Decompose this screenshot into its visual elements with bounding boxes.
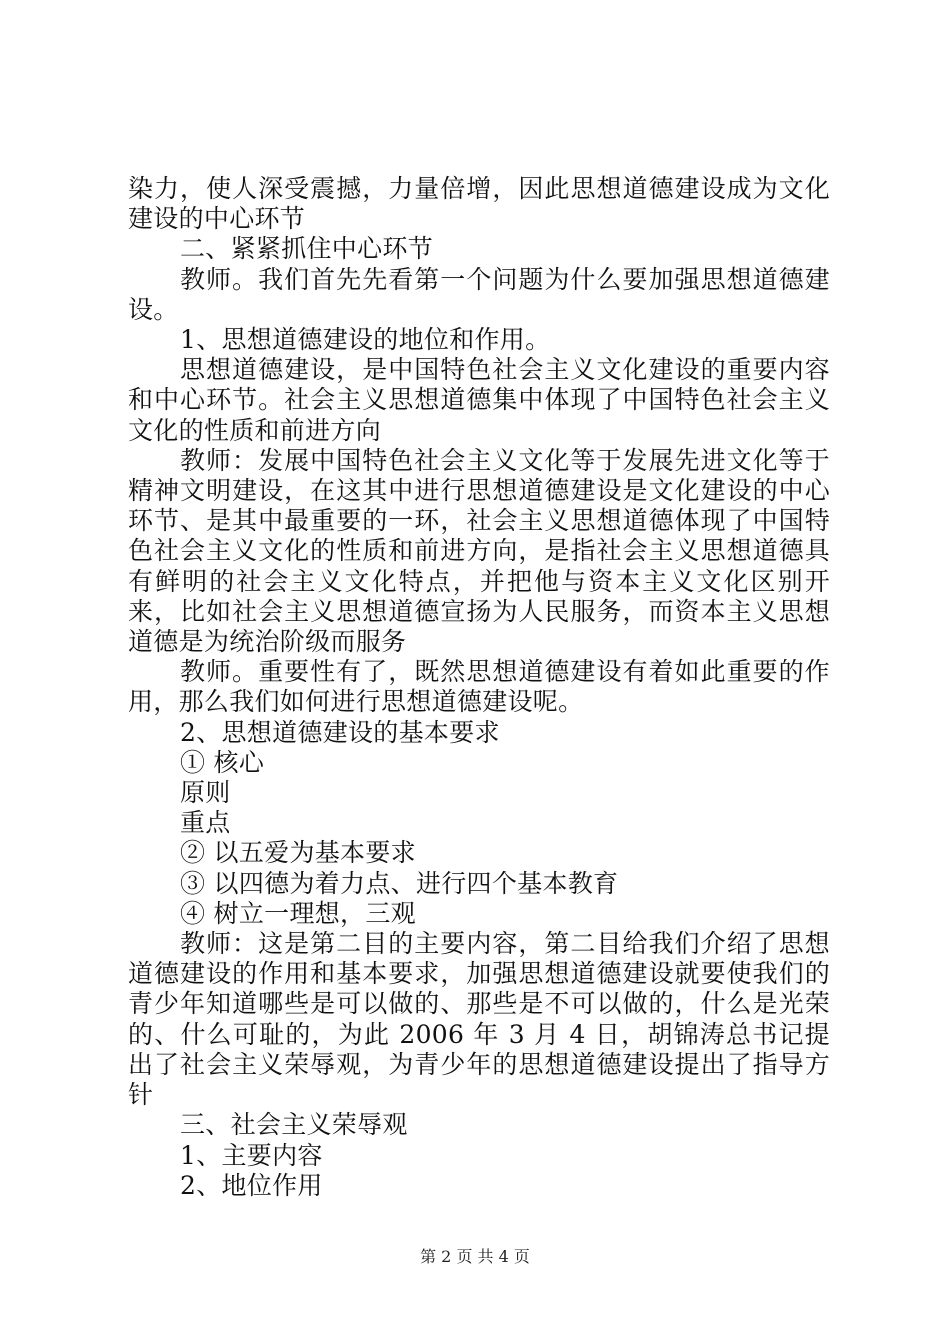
- document-body: [128, 174, 830, 1201]
- page-footer: 第 2 页 共 4 页: [420, 1247, 530, 1266]
- list-item: ④ 树立一理想，三观: [180, 898, 416, 928]
- subsection-heading: 2、地位作用: [180, 1170, 323, 1200]
- subsection-heading: 1、思想道德建设的地位和作用。: [180, 325, 551, 355]
- section-heading: 三、社会主义荣辱观: [180, 1110, 408, 1140]
- paragraph: 教师。重要性有了，既然思想道德建设有着如此重要的作用，那么我们如何进行思想道德建设呢。: [128, 657, 830, 717]
- subsection-heading: 2、思想道德建设的基本要求: [180, 717, 500, 747]
- section-heading: 二、紧紧抓住中心环节: [180, 234, 434, 264]
- paragraph: 思想道德建设，是中国特色社会主义文化建设的重要内容和中心环节。社会主义思想道德集中体现了中国特色社会主义文化的性质和前进方向: [128, 355, 830, 445]
- list-item: ③ 以四德为着力点、进行四个基本教育: [180, 868, 619, 898]
- paragraph: 染力，使人深受震撼，力量倍增，因此思想道德建设成为文化建设的中心环节: [128, 174, 830, 234]
- list-item: ① 核心: [180, 747, 265, 777]
- paragraph: 教师：发展中国特色社会主义文化等于发展先进文化等于精神文明建设，在这其中进行思想道德建设是文化建设的中心环节、是其中最重要的一环，社会主义思想道德体现了中国特色社会主义文化的性质和前进方向，是指社会主义思想道德具有鲜明的社会主义文化特点，并把他与资本主义文化区别开来，比如社会主义思想道德宣扬为人民服务，而资本主义思想道德是为统治阶级而服务: [128, 445, 830, 657]
- paragraph: 教师：这是第二目的主要内容，第二目给我们介绍了思想道德建设的作用和基本要求，加强思想道德建设就要使我们的青少年知道哪些是可以做的、那些是不可以做的，什么是光荣的、什么可耻的，为此 2006 年 3 月 4 日，胡锦涛总书记提出了社会主义荣辱观，为青少年的思想道德建设提出了指导方针: [128, 929, 830, 1110]
- list-item: 重点: [180, 808, 231, 838]
- list-item: ② 以五爱为基本要求: [180, 838, 416, 868]
- subsection-heading: 1、主要内容: [180, 1140, 323, 1170]
- list-item: 原则: [180, 778, 231, 808]
- paragraph: 教师。我们首先先看第一个问题为什么要加强思想道德建设。: [128, 264, 830, 324]
